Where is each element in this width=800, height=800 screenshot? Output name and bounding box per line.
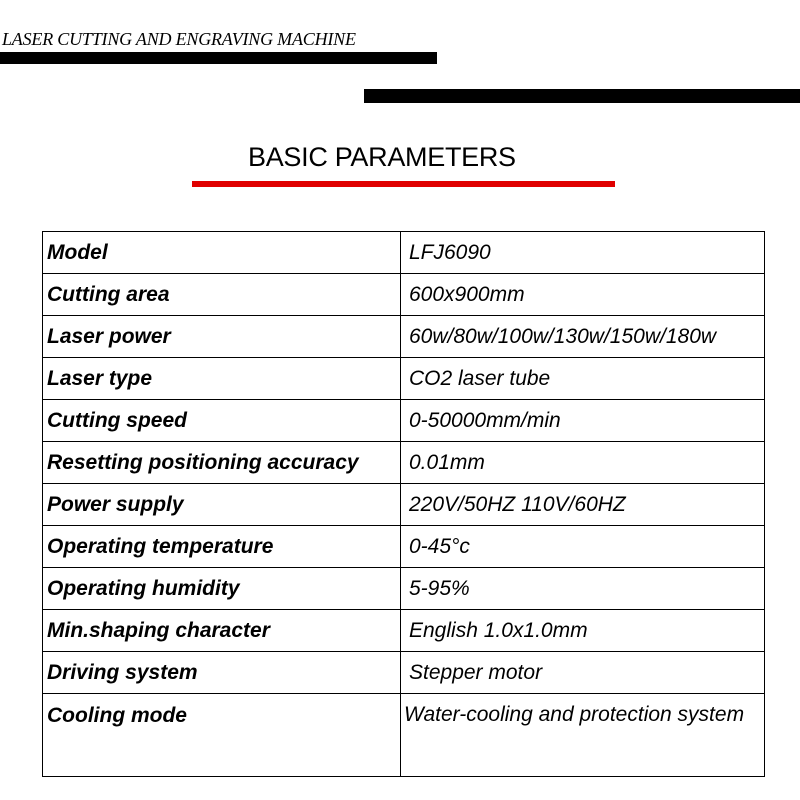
param-label-laser-power: Laser power [47, 324, 171, 348]
param-label-power-supply: Power supply [47, 492, 184, 516]
header-black-bar [0, 52, 437, 64]
param-label-cutting-area: Cutting area [47, 282, 170, 306]
param-value-laser-type: CO2 laser tube [400, 358, 764, 399]
param-label-laser-type: Laser type [47, 366, 153, 390]
param-label-operating-humidity: Operating humidity [47, 576, 240, 600]
table-row [43, 400, 764, 442]
table-row [43, 526, 764, 568]
param-value-cutting-speed: 0-50000mm/min [400, 400, 764, 441]
param-value-cooling-mode: Water-cooling and protection system [400, 694, 764, 776]
table-row [43, 274, 764, 316]
param-value-cutting-area: 600x900mm [400, 274, 764, 315]
param-label-positioning-accuracy: Resetting positioning accuracy [47, 450, 359, 474]
param-label-operating-temperature: Operating temperature [47, 534, 274, 558]
param-value-operating-humidity: 5-95% [400, 568, 764, 609]
param-value-min-shaping-character: English 1.0x1.0mm [400, 610, 764, 651]
param-value-driving-system: Stepper motor [400, 652, 764, 693]
table-row [43, 610, 764, 652]
table-row [43, 568, 764, 610]
param-value-model: LFJ6090 [400, 232, 764, 273]
table-row [43, 652, 764, 694]
param-value-laser-power: 60w/80w/100w/130w/150w/180w [400, 316, 764, 357]
param-value-positioning-accuracy: 0.01mm [400, 442, 764, 483]
table-row [43, 232, 764, 274]
param-label-model: Model [47, 240, 108, 264]
param-value-power-supply: 220V/50HZ 110V/60HZ [400, 484, 764, 525]
table-row [43, 358, 764, 400]
table-row [43, 484, 764, 526]
table-row [43, 316, 764, 358]
parameters-table [42, 231, 765, 777]
header-black-bar-secondary [364, 89, 800, 103]
page-header-title: LASER CUTTING AND ENGRAVING MACHINE [2, 29, 356, 49]
param-label-cooling-mode: Cooling mode [47, 704, 187, 727]
table-row [43, 442, 764, 484]
param-label-min-shaping-character: Min.shaping character [47, 618, 270, 642]
table-row [43, 694, 764, 776]
section-underline [192, 181, 615, 187]
section-title: BASIC PARAMETERS [248, 142, 516, 172]
param-label-driving-system: Driving system [47, 660, 198, 684]
param-value-operating-temperature: 0-45°c [400, 526, 764, 567]
param-label-cutting-speed: Cutting speed [47, 408, 187, 432]
